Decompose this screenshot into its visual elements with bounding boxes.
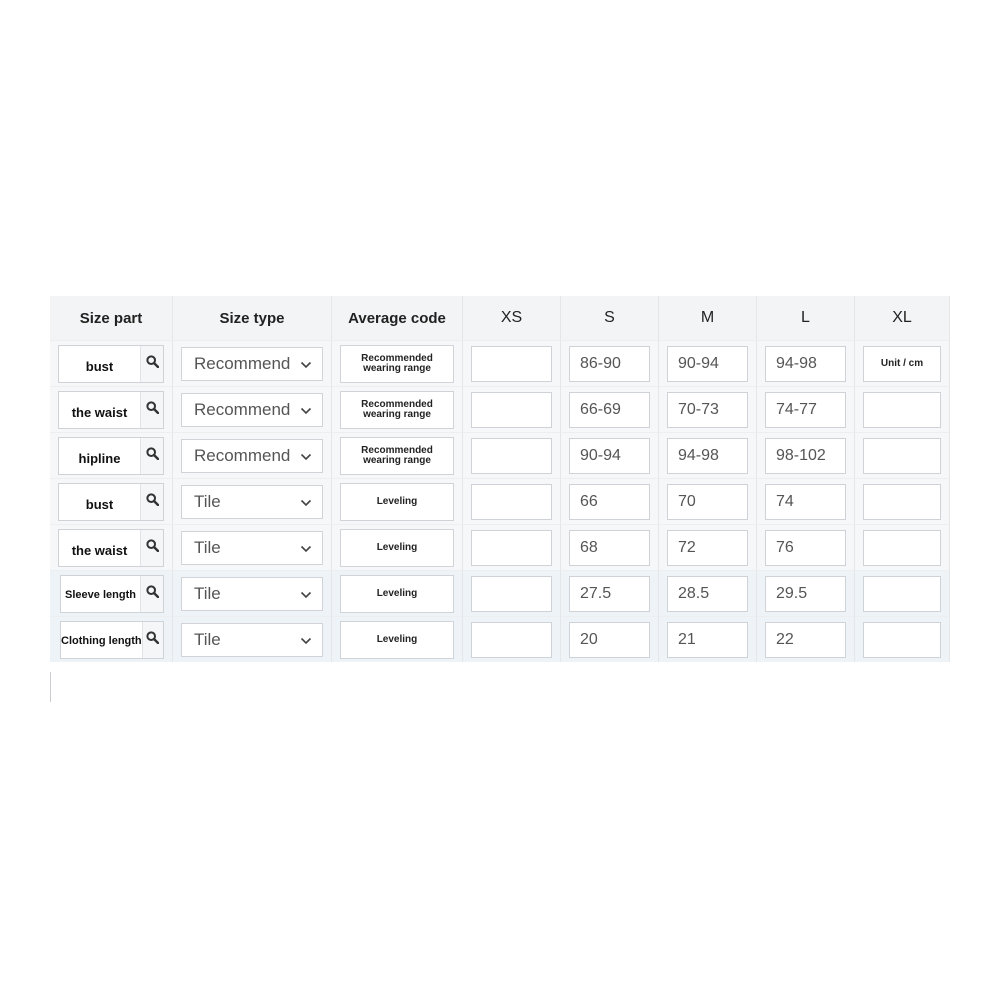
size-xl-cell (855, 478, 950, 524)
size-l-cell (757, 386, 855, 432)
search-icon (146, 585, 159, 603)
size-xs-input[interactable] (471, 484, 552, 520)
average-code-field[interactable] (340, 391, 454, 429)
size-xs-input[interactable] (471, 392, 552, 428)
size-xs-cell (463, 432, 561, 478)
average-code-cell (332, 386, 463, 432)
size-m-cell (659, 570, 757, 616)
size-xs-cell (463, 616, 561, 662)
chevron-down-icon (300, 538, 312, 558)
size-l-cell (757, 570, 855, 616)
size-type-cell (173, 386, 332, 432)
header-average-code: Average code (332, 296, 463, 340)
header-size-xs: XS (463, 296, 561, 340)
search-icon (146, 447, 159, 465)
size-part-label: Clothing length (61, 634, 142, 647)
search-button[interactable] (140, 346, 163, 382)
size-type-cell (173, 524, 332, 570)
header-size-type: Size type (173, 296, 332, 340)
size-m-input[interactable]: 94-98 (667, 438, 748, 474)
size-type-select[interactable] (181, 439, 323, 473)
size-s-cell (561, 524, 659, 570)
search-button[interactable] (140, 438, 163, 474)
size-l-cell (757, 340, 855, 386)
size-s-input[interactable]: 68 (569, 530, 650, 566)
size-xs-cell (463, 340, 561, 386)
size-part-field[interactable] (60, 575, 164, 613)
size-part-cell (50, 432, 173, 478)
header-size-part: Size part (50, 296, 173, 340)
table-row (50, 616, 950, 662)
size-type-value: Tile (194, 491, 221, 511)
size-xl-input[interactable]: Unit / cm (863, 346, 941, 382)
size-s-cell (561, 616, 659, 662)
size-l-input[interactable]: 22 (765, 622, 846, 658)
size-type-value: Tile (194, 629, 221, 649)
size-l-cell (757, 478, 855, 524)
average-code-line-1: Leveling (376, 495, 418, 507)
size-s-cell (561, 570, 659, 616)
average-code-field[interactable] (340, 621, 454, 659)
size-type-value: Recommend (194, 353, 291, 373)
chevron-down-icon (300, 446, 312, 466)
search-icon (146, 631, 159, 649)
size-s-cell (561, 432, 659, 478)
size-part-field[interactable] (58, 437, 164, 475)
size-xs-cell (463, 524, 561, 570)
size-m-input[interactable]: 72 (667, 530, 748, 566)
average-code-line-1: Leveling (376, 633, 418, 645)
size-s-input[interactable]: 90-94 (569, 438, 650, 474)
size-xl-cell (855, 386, 950, 432)
size-m-cell (659, 432, 757, 478)
average-code-line-1: Leveling (376, 587, 418, 599)
size-part-cell (50, 524, 173, 570)
size-type-select[interactable] (181, 347, 323, 381)
size-part-label: hipline (78, 451, 121, 466)
size-s-input[interactable]: 20 (569, 622, 650, 658)
search-button[interactable] (140, 530, 163, 566)
average-code-line-2: wearing range (363, 362, 431, 374)
size-m-cell (659, 386, 757, 432)
size-xs-input[interactable] (471, 622, 552, 658)
size-xl-cell (855, 340, 950, 386)
size-part-label: the waist (71, 543, 128, 558)
average-code-line-2: wearing range (363, 454, 431, 466)
size-m-input[interactable]: 28.5 (667, 576, 748, 612)
size-type-select[interactable] (181, 531, 323, 565)
size-xl-cell (855, 570, 950, 616)
table-row (50, 478, 950, 524)
size-type-select[interactable] (181, 577, 323, 611)
header-size-s: S (561, 296, 659, 340)
table-row (50, 340, 950, 386)
search-button[interactable] (140, 484, 163, 520)
size-m-cell (659, 616, 757, 662)
size-xl-input[interactable] (863, 576, 941, 612)
average-code-line-1: Recommended (361, 444, 433, 456)
size-type-cell (173, 616, 332, 662)
size-m-input[interactable]: 21 (667, 622, 748, 658)
text-cursor (50, 672, 51, 702)
search-icon (146, 539, 159, 557)
size-type-value: Recommend (194, 399, 291, 419)
table-row (50, 432, 950, 478)
average-code-cell (332, 478, 463, 524)
size-type-value: Tile (194, 537, 221, 557)
size-type-value: Recommend (194, 445, 291, 465)
average-code-field[interactable] (340, 437, 454, 475)
average-code-cell (332, 524, 463, 570)
size-part-cell (50, 570, 173, 616)
size-xl-input[interactable] (863, 484, 941, 520)
search-button[interactable] (140, 392, 163, 428)
size-xl-input[interactable] (863, 392, 941, 428)
size-s-cell (561, 340, 659, 386)
size-s-cell (561, 478, 659, 524)
search-button[interactable] (142, 622, 163, 658)
size-m-input[interactable]: 90-94 (667, 346, 748, 382)
header-size-m: M (659, 296, 757, 340)
average-code-field[interactable] (340, 529, 454, 567)
average-code-cell (332, 432, 463, 478)
size-m-input[interactable]: 70 (667, 484, 748, 520)
size-l-input[interactable]: 29.5 (765, 576, 846, 612)
size-l-input[interactable]: 98-102 (765, 438, 846, 474)
header-size-l: L (757, 296, 855, 340)
size-xl-input[interactable] (863, 622, 941, 658)
average-code-cell (332, 340, 463, 386)
average-code-line-1: Leveling (376, 541, 418, 553)
size-part-label: Sleeve length (65, 588, 136, 601)
size-type-value: Tile (194, 583, 221, 603)
size-s-input[interactable]: 27.5 (569, 576, 650, 612)
header-row (50, 296, 950, 340)
average-code-cell (332, 616, 463, 662)
chevron-down-icon (300, 400, 312, 420)
size-m-cell (659, 478, 757, 524)
size-part-field[interactable] (60, 621, 164, 659)
size-xs-input[interactable] (471, 530, 552, 566)
size-l-cell (757, 524, 855, 570)
size-type-cell (173, 340, 332, 386)
average-code-field[interactable] (340, 575, 454, 613)
size-l-cell (757, 616, 855, 662)
size-xs-input[interactable] (471, 576, 552, 612)
size-xs-input[interactable] (471, 438, 552, 474)
chevron-down-icon (300, 630, 312, 650)
average-code-line-2: wearing range (363, 408, 431, 420)
size-part-field[interactable] (58, 345, 164, 383)
size-part-field[interactable] (58, 529, 164, 567)
search-button[interactable] (140, 576, 163, 612)
size-type-select[interactable] (181, 623, 323, 657)
size-l-input[interactable]: 74-77 (765, 392, 846, 428)
size-part-cell (50, 478, 173, 524)
average-code-cell (332, 570, 463, 616)
header-size-xl: XL (855, 296, 950, 340)
size-xl-cell (855, 524, 950, 570)
size-s-cell (561, 386, 659, 432)
size-type-cell (173, 570, 332, 616)
size-type-select[interactable] (181, 393, 323, 427)
size-m-input[interactable]: 70-73 (667, 392, 748, 428)
search-icon (146, 401, 159, 419)
table-row (50, 570, 950, 616)
size-chart-table (50, 296, 950, 662)
size-part-label: the waist (71, 405, 128, 420)
size-l-input[interactable]: 76 (765, 530, 846, 566)
size-l-cell (757, 432, 855, 478)
average-code-line-1: Recommended (361, 398, 433, 410)
size-part-label: bust (85, 497, 114, 512)
size-type-cell (173, 478, 332, 524)
size-m-cell (659, 524, 757, 570)
table-row (50, 386, 950, 432)
average-code-field[interactable] (340, 345, 454, 383)
size-s-input[interactable]: 66 (569, 484, 650, 520)
size-xs-cell (463, 386, 561, 432)
size-l-input[interactable]: 94-98 (765, 346, 846, 382)
chevron-down-icon (300, 584, 312, 604)
size-s-input[interactable]: 66-69 (569, 392, 650, 428)
size-xs-input[interactable] (471, 346, 552, 382)
size-part-label: bust (85, 359, 114, 374)
size-xl-input[interactable] (863, 438, 941, 474)
search-icon (146, 355, 159, 373)
size-part-cell (50, 340, 173, 386)
size-m-cell (659, 340, 757, 386)
size-type-cell (173, 432, 332, 478)
chevron-down-icon (300, 492, 312, 512)
size-xs-cell (463, 570, 561, 616)
size-s-input[interactable]: 86-90 (569, 346, 650, 382)
average-code-line-1: Recommended (361, 352, 433, 364)
size-part-field[interactable] (58, 483, 164, 521)
size-l-input[interactable]: 74 (765, 484, 846, 520)
size-part-cell (50, 386, 173, 432)
size-type-select[interactable] (181, 485, 323, 519)
search-icon (146, 493, 159, 511)
size-xl-cell (855, 432, 950, 478)
table-row (50, 524, 950, 570)
size-part-field[interactable] (58, 391, 164, 429)
size-xl-input[interactable] (863, 530, 941, 566)
size-xs-cell (463, 478, 561, 524)
average-code-field[interactable] (340, 483, 454, 521)
size-xl-cell (855, 616, 950, 662)
size-part-cell (50, 616, 173, 662)
chevron-down-icon (300, 354, 312, 374)
